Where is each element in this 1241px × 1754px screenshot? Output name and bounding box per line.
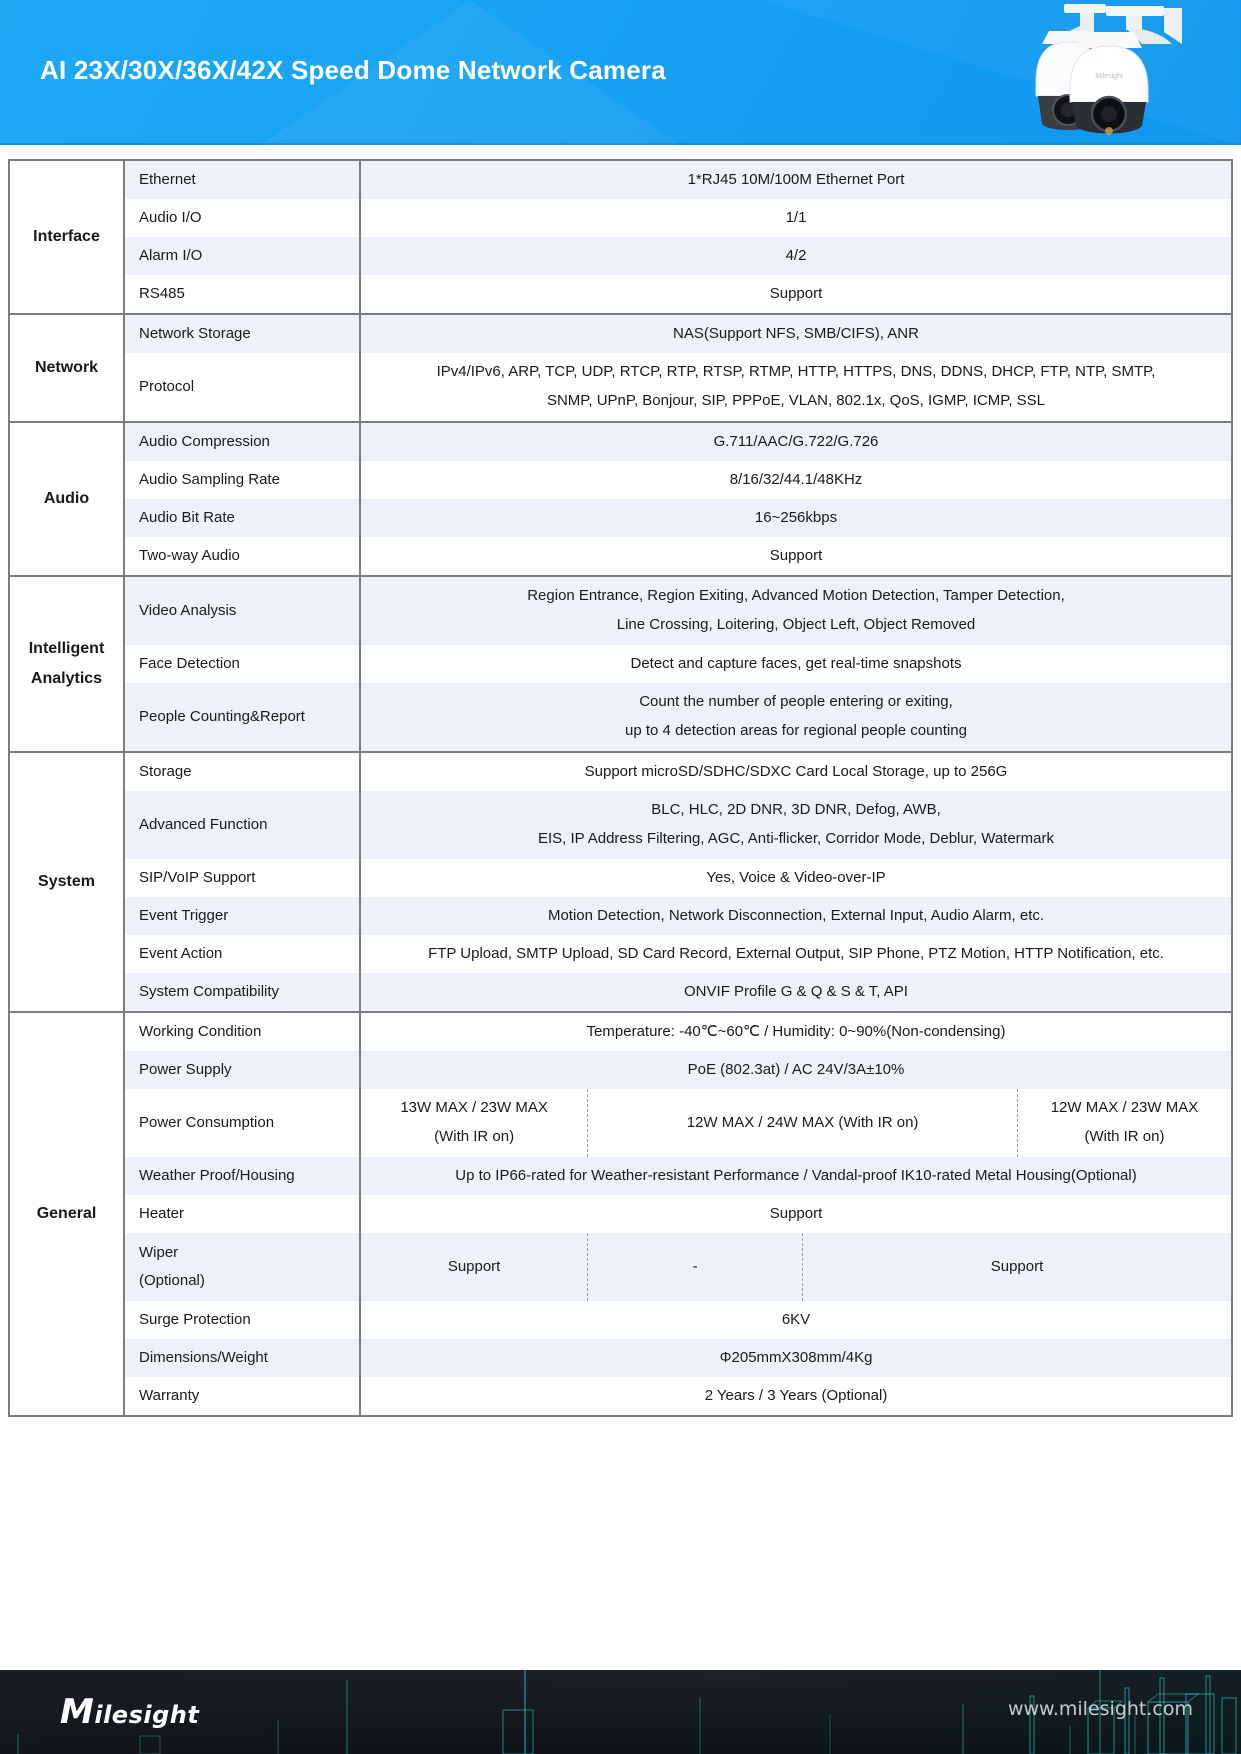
section-audio — [10, 423, 1231, 577]
table-row — [125, 461, 1231, 499]
table-row — [125, 1013, 1231, 1051]
spec-label: Warranty — [125, 1377, 361, 1415]
table-row — [125, 1157, 1231, 1195]
spec-label: SIP/VoIP Support — [125, 859, 361, 897]
milesight-logo-m: M — [60, 1692, 95, 1732]
table-row — [125, 935, 1231, 973]
spec-value: Support — [769, 546, 823, 564]
section-system — [10, 753, 1231, 1013]
table-row — [125, 1339, 1231, 1377]
spec-value: BLC, HLC, 2D DNR, 3D DNR, Defog, AWB, EIS, IP Address Filtering, AGC, Anti-flicker, Corridor Mode, Deblur, Watermark — [537, 801, 1054, 848]
table-row — [125, 353, 1231, 421]
header-banner — [0, 0, 1241, 145]
spec-value: G.711/AAC/G.722/G.726 — [713, 432, 879, 450]
table-row — [125, 1301, 1231, 1339]
table-row — [125, 1089, 1231, 1157]
table-row — [125, 1051, 1231, 1089]
table-row — [125, 753, 1231, 791]
spec-label: Ethernet — [125, 161, 361, 199]
spec-value: Φ205mmX308mm/4Kg — [719, 1348, 873, 1366]
table-row — [125, 1233, 1231, 1301]
spec-value: 6KV — [781, 1310, 811, 1328]
spec-label: Protocol — [125, 353, 361, 421]
category-cell: General — [10, 1013, 125, 1415]
section-rows — [125, 161, 1231, 313]
spec-label: System Compatibility — [125, 973, 361, 1011]
spec-value-split — [361, 1089, 1231, 1157]
spec-value: Up to IP66-rated for Weather-resistant Performance / Vandal-proof IK10-rated Metal Housing(Optional) — [455, 1166, 1137, 1184]
spec-label: Heater — [125, 1195, 361, 1233]
table-row — [125, 537, 1231, 575]
split-cell: Support — [802, 1233, 1231, 1301]
spec-label: Audio I/O — [125, 199, 361, 237]
spec-label: Power Supply — [125, 1051, 361, 1089]
table-row — [125, 423, 1231, 461]
table-row — [125, 683, 1231, 751]
spec-value: Temperature: -40℃~60℃ / Humidity: 0~90%(Non-condensing) — [586, 1022, 1006, 1040]
split-cell: 13W MAX / 23W MAX (With IR on) — [400, 1099, 548, 1146]
table-row — [125, 199, 1231, 237]
section-intelligent-analytics — [10, 577, 1231, 753]
spec-label: Two-way Audio — [125, 537, 361, 575]
spec-label: Video Analysis — [125, 577, 361, 645]
category-cell: Network — [10, 315, 125, 421]
spec-label: Audio Sampling Rate — [125, 461, 361, 499]
spec-label: Event Action — [125, 935, 361, 973]
table-row — [125, 897, 1231, 935]
spec-value: ONVIF Profile G & Q & S & T, API — [684, 982, 908, 1000]
table-row — [125, 315, 1231, 353]
table-row — [125, 577, 1231, 645]
camera-product-image — [976, 4, 1191, 136]
table-row — [125, 791, 1231, 859]
section-rows — [125, 577, 1231, 751]
section-network — [10, 315, 1231, 423]
spec-table — [8, 159, 1233, 1417]
table-row — [125, 237, 1231, 275]
split-cell: 12W MAX / 24W MAX (With IR on) — [587, 1089, 1017, 1157]
section-rows — [125, 423, 1231, 575]
spec-label: Dimensions/Weight — [125, 1339, 361, 1377]
spec-label: People Counting&Report — [125, 683, 361, 751]
section-rows — [125, 1013, 1231, 1415]
svg-text:Milesight: Milesight — [1095, 73, 1123, 80]
section-rows — [125, 315, 1231, 421]
spec-label: Storage — [125, 753, 361, 791]
spec-value: NAS(Support NFS, SMB/CIFS), ANR — [673, 324, 919, 342]
category-cell: Audio — [10, 423, 125, 575]
table-row — [125, 499, 1231, 537]
table-row — [125, 859, 1231, 897]
spec-value: Yes, Voice & Video-over-IP — [706, 868, 886, 886]
spec-label: Working Condition — [125, 1013, 361, 1051]
spec-label: Wiper (Optional) — [125, 1233, 361, 1301]
split-cell: Support — [447, 1257, 501, 1275]
spec-value: 2 Years / 3 Years (Optional) — [704, 1386, 888, 1404]
spec-label: Event Trigger — [125, 897, 361, 935]
spec-label: Face Detection — [125, 645, 361, 683]
spec-value-split — [361, 1233, 1231, 1301]
spec-value: Count the number of people entering or exiting, up to 4 detection areas for regional people counting — [625, 693, 967, 740]
split-cell: 12W MAX / 23W MAX (With IR on) — [1017, 1089, 1231, 1157]
spec-value: IPv4/IPv6, ARP, TCP, UDP, RTCP, RTP, RTSP, RTMP, HTTP, HTTPS, DNS, DDNS, DHCP, FTP, NTP, SMTP, SNMP, UPnP, Bonjour, SIP, PPPoE, VLAN, 802.1x, QoS, IGMP, ICMP, SSL — [436, 363, 1156, 410]
page-title: AI 23X/30X/36X/42X Speed Dome Network Camera — [40, 54, 666, 85]
spec-value: Motion Detection, Network Disconnection, External Input, Audio Alarm, etc. — [547, 906, 1045, 924]
spec-value: 1*RJ45 10M/100M Ethernet Port — [687, 170, 905, 188]
footer-banner — [0, 1670, 1241, 1754]
spec-label: Surge Protection — [125, 1301, 361, 1339]
spec-value: Support microSD/SDHC/SDXC Card Local Storage, up to 256G — [584, 762, 1008, 780]
spec-label: Alarm I/O — [125, 237, 361, 275]
category-cell: System — [10, 753, 125, 1011]
spec-value: 1/1 — [785, 208, 807, 226]
milesight-logo — [60, 1692, 199, 1732]
website-link[interactable]: www.milesight.com — [1007, 1698, 1193, 1720]
table-row — [125, 1377, 1231, 1415]
table-row — [125, 973, 1231, 1011]
spec-value: 16~256kbps — [754, 508, 838, 526]
spec-value: PoE (802.3at) / AC 24V/3A±10% — [687, 1060, 905, 1078]
table-row — [125, 645, 1231, 683]
spec-label: Advanced Function — [125, 791, 361, 859]
spec-value: Support — [769, 284, 823, 302]
spec-label: Power Consumption — [125, 1089, 361, 1157]
spec-value: 8/16/32/44.1/48KHz — [729, 470, 863, 488]
spec-label: Audio Bit Rate — [125, 499, 361, 537]
spec-label: Weather Proof/Housing — [125, 1157, 361, 1195]
spec-value: 4/2 — [785, 246, 807, 264]
section-interface — [10, 161, 1231, 315]
section-general — [10, 1013, 1231, 1415]
milesight-logo-text: ilesight — [94, 1701, 200, 1729]
spec-label: RS485 — [125, 275, 361, 313]
category-cell: Intelligent Analytics — [10, 577, 125, 751]
spec-value: Region Entrance, Region Exiting, Advanced Motion Detection, Tamper Detection, Line Crossing, Loitering, Object Left, Object Removed — [527, 587, 1065, 634]
spec-value: FTP Upload, SMTP Upload, SD Card Record, External Output, SIP Phone, PTZ Motion, HTTP Notification, etc. — [428, 944, 1164, 962]
split-cell: - — [587, 1233, 802, 1301]
category-cell: Interface — [10, 161, 125, 313]
table-row — [125, 161, 1231, 199]
spec-label: Audio Compression — [125, 423, 361, 461]
table-row — [125, 275, 1231, 313]
table-row — [125, 1195, 1231, 1233]
spec-value: Detect and capture faces, get real-time snapshots — [630, 654, 962, 672]
spec-value: Support — [769, 1204, 823, 1222]
section-rows — [125, 753, 1231, 1011]
spec-label: Network Storage — [125, 315, 361, 353]
